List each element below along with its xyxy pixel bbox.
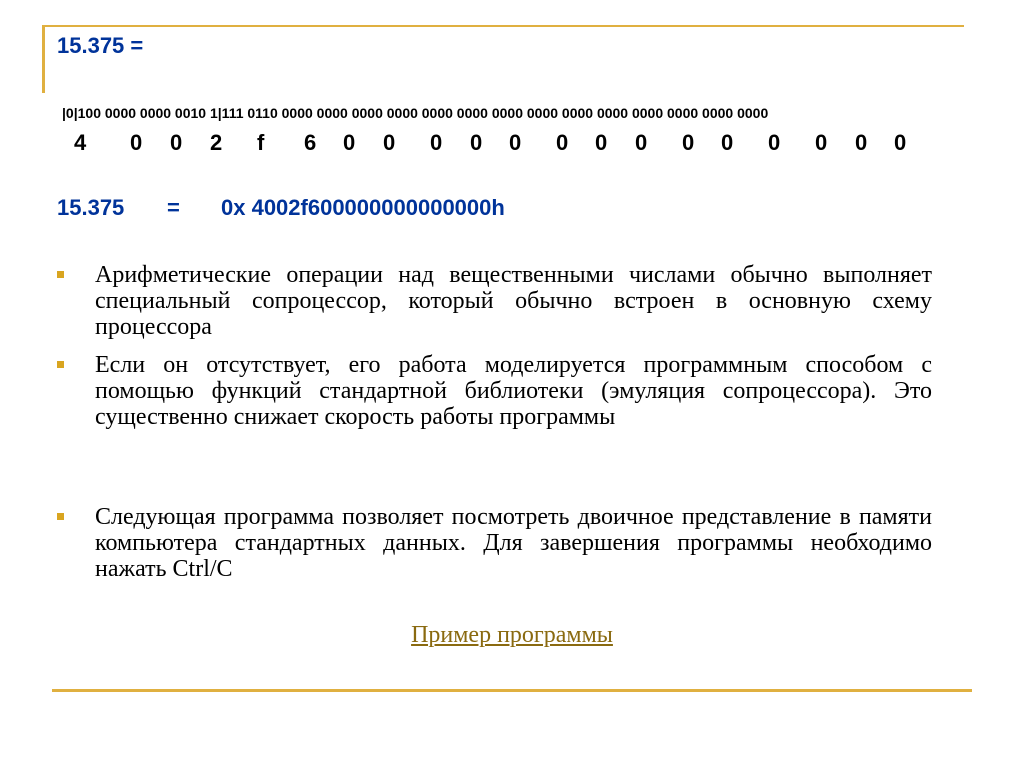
hex-digit: 2 [210,130,223,155]
slide-heading: 15.375 = [57,33,144,58]
hex-digit: 0 [509,130,522,155]
hex-digit: 0 [130,130,143,155]
result-hex-value: 0x 4002f600000000000000h [221,195,505,220]
binary-representation: |0|100 0000 0000 0010 1|111 0110 0000 0000 0000 0000 0000 0000 0000 0000 0000 0000 0000 0000 0000 0000 [62,105,769,121]
hex-digit: 0 [635,130,648,155]
hex-digit: 0 [855,130,868,155]
hex-digit: 0 [815,130,828,155]
hex-digit: 0 [682,130,695,155]
frame-left-line [42,25,45,93]
hex-digit: 0 [894,130,907,155]
hex-digit: 0 [343,130,356,155]
hex-digit: 4 [74,130,87,155]
hex-digit: 0 [470,130,483,155]
hex-digit: 0 [556,130,569,155]
bullet-item: Следующая программа позволяет посмотреть двоичное представление в памяти компьютера стандартных данных. Для завершения программы необходимо нажать Ctrl/C [95,504,932,582]
hex-digit: 0 [170,130,183,155]
hex-digit: 0 [430,130,443,155]
example-program-link-label[interactable]: Пример программы [411,622,613,648]
bullet-item: Если он отсутствует, его работа моделируется программным способом с помощью функций стандартной библиотеки (эмуляция сопроцессора). Это существенно снижает скорость работы программы [95,352,932,430]
bullet-item: Арифметические операции над вещественными числами обычно выполняет специальный сопроцессор, который обычно встроен в основную схему процессора [95,262,932,340]
hex-digit: 0 [721,130,734,155]
bullet-square-icon [57,361,64,368]
hex-digit: 6 [304,130,317,155]
bullet-square-icon [57,271,64,278]
hex-digit: 0 [383,130,396,155]
hex-digit: 0 [768,130,781,155]
hex-digit: 0 [595,130,608,155]
result-equals-sign: = [167,195,180,220]
frame-top-line [42,25,964,27]
result-line [57,195,505,325]
example-program-link[interactable] [0,622,1024,649]
result-label: 15.375 [57,195,125,220]
hex-digit: f [257,130,265,155]
frame-bottom-line [52,689,972,692]
bullet-square-icon [57,513,64,520]
